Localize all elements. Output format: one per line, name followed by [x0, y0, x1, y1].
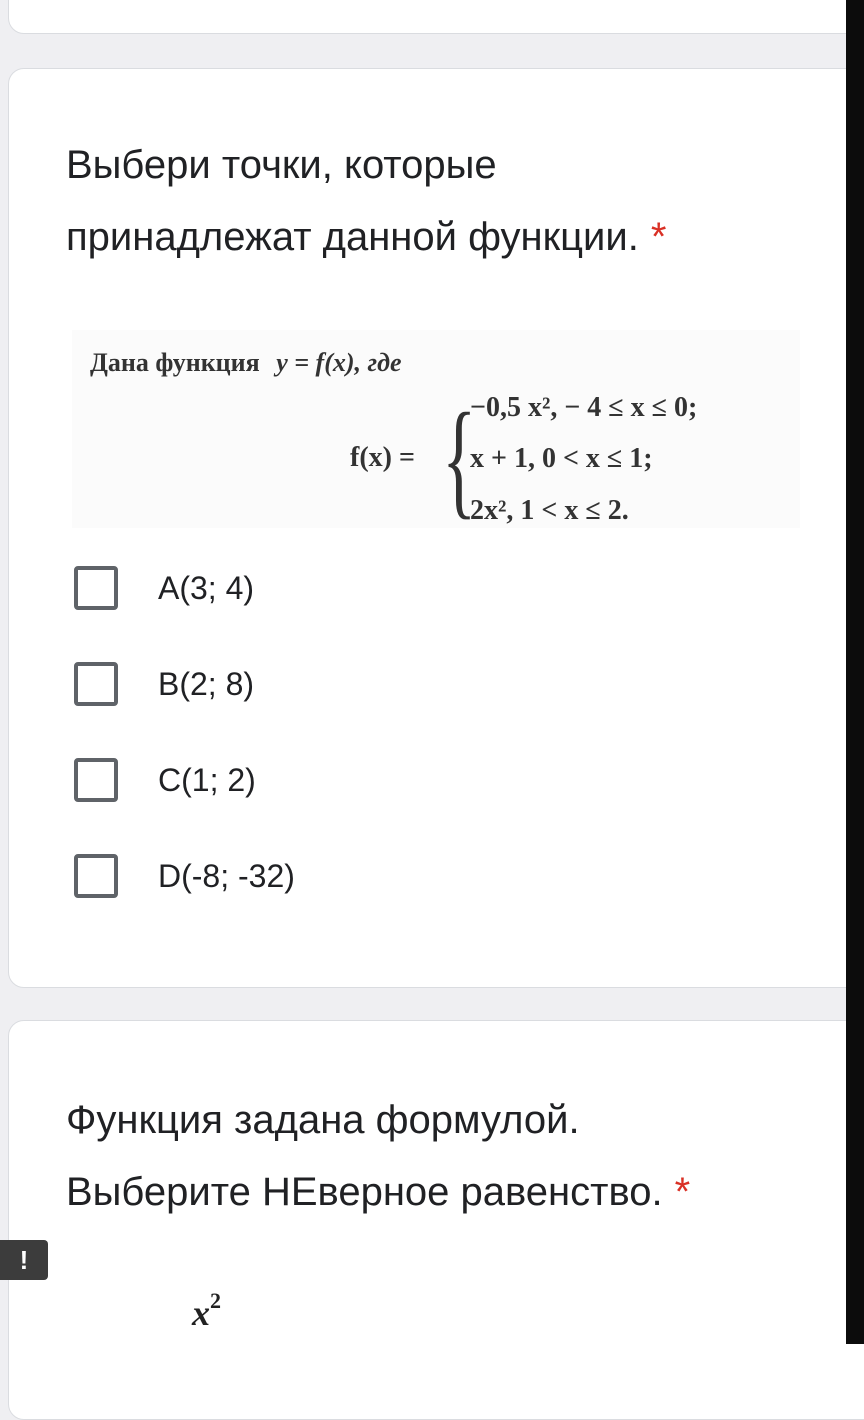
option-label: D(-8; -32) [158, 857, 295, 894]
checkbox[interactable] [74, 662, 118, 706]
required-asterisk: * [674, 1170, 691, 1214]
formula-fx-label: f(x) = [350, 442, 415, 473]
formula-fragment [192, 1288, 221, 1334]
formula-case-1: −0,5 x², − 4 ≤ x ≤ 0; [470, 392, 698, 423]
question-title-line [66, 1156, 786, 1228]
required-asterisk: * [650, 215, 667, 259]
option-label: C(1; 2) [158, 761, 256, 798]
option-label: A(3; 4) [158, 569, 255, 606]
right-edge-strip [846, 0, 864, 1344]
formula-case-3: 2x², 1 < x ≤ 2. [470, 495, 629, 526]
formula-intro-label: Дана функция [90, 348, 260, 377]
formula-case-2: x + 1, 0 < x ≤ 1; [470, 443, 653, 474]
question-title [66, 1084, 786, 1228]
checkbox[interactable] [74, 566, 118, 610]
formula-fragment-var: x [192, 1293, 210, 1333]
option-b[interactable] [74, 658, 254, 710]
checkbox[interactable] [74, 758, 118, 802]
alert-icon[interactable]: ! [0, 1240, 48, 1280]
formula-intro-equation: y = f(x), где [276, 348, 402, 377]
previous-question-card [8, 0, 864, 34]
option-a[interactable] [74, 562, 254, 614]
question-title-text: принадлежат данной функции. [66, 215, 639, 259]
question-title-line [66, 201, 786, 273]
option-d[interactable] [74, 850, 295, 902]
question-title-text: Выберите НЕверное равенство. [66, 1170, 663, 1214]
question-title [66, 129, 786, 273]
option-label: B(2; 8) [158, 665, 255, 702]
checkbox[interactable] [74, 854, 118, 898]
question-title-line: Функция задана формулой. [66, 1098, 580, 1142]
piecewise-brace: { [442, 387, 477, 531]
question-title-line: Выбери точки, которые [66, 143, 497, 187]
formula-fragment-exponent: 2 [210, 1288, 221, 1313]
function-definition-image [72, 330, 800, 531]
option-c[interactable] [74, 754, 256, 806]
formula-intro [90, 348, 402, 378]
